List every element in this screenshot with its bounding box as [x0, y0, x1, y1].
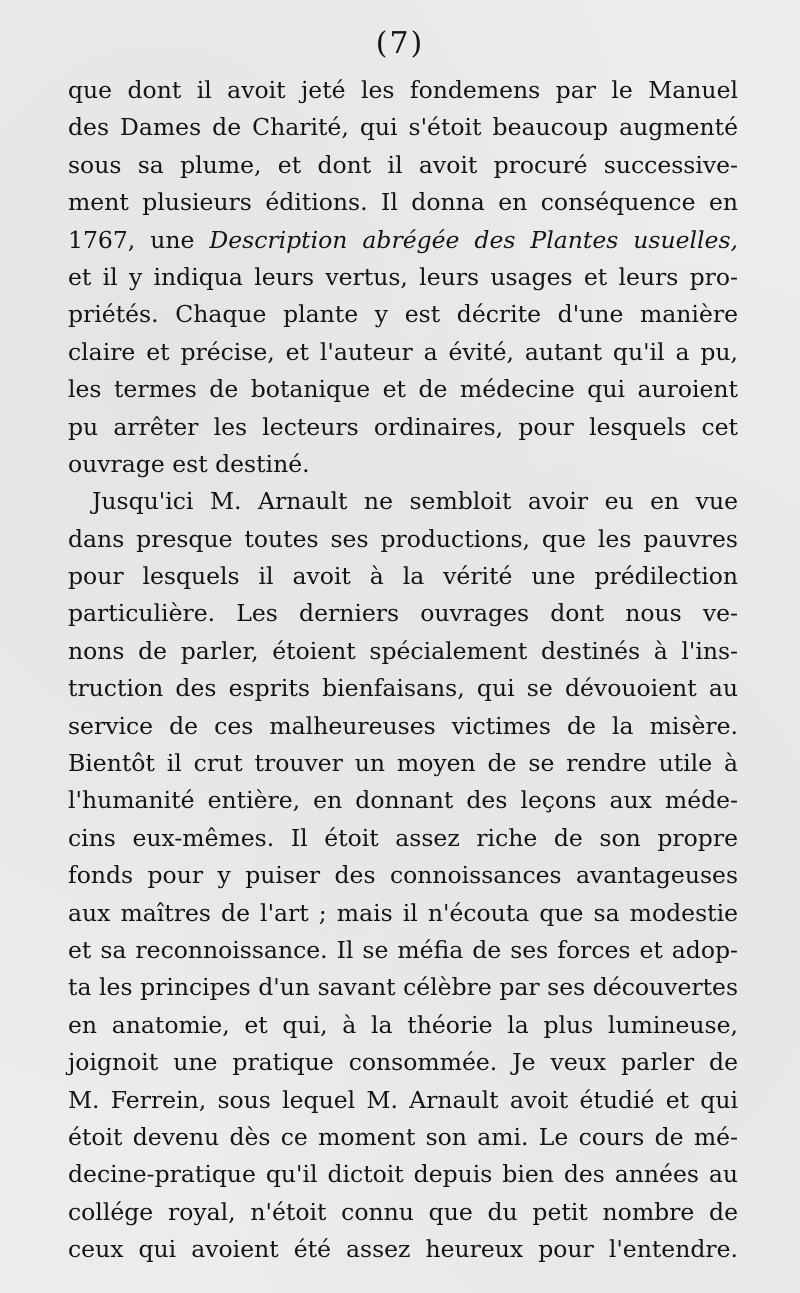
text-line: et sa reconnoissance. Il se méfia de ses forces et adop- [68, 935, 738, 964]
text-line: les termes de botanique et de médecine qui auroient [68, 375, 738, 404]
text-line: Jusqu'ici M. Arnault ne sembloit avoir eu en vue [92, 487, 738, 516]
text-line: et il y indiqua leurs vertus, leurs usages et leurs pro- [68, 262, 738, 291]
italic-title: Description abrégée des Plantes usuelles, [209, 225, 738, 254]
text-line: ceux qui avoient été assez heureux pour l'entendre. [68, 1235, 738, 1264]
text-line: service de ces malheureuses victimes de la misère. [68, 711, 738, 740]
text-line: fonds pour y puiser des connoissances avantageuses [68, 861, 738, 890]
text-line: aux maîtres de l'art ; mais il n'écouta que sa modestie [68, 898, 738, 927]
text-line: nons de parler, étoient spécialement destinés à l'ins- [68, 636, 738, 665]
text-line: étoit devenu dès ce moment son ami. Le cours de mé- [68, 1122, 738, 1151]
text-line: claire et précise, et l'auteur a évité, autant qu'il a pu, [68, 337, 738, 366]
text-line: dans presque toutes ses productions, que les pauvres [68, 524, 738, 553]
text-line: Bientôt il crut trouver un moyen de se rendre utile à [68, 749, 738, 778]
text-line: joignoit une pratique consommée. Je veux parler de [68, 1048, 738, 1077]
text-line [68, 222, 738, 259]
text-line: decine-pratique qu'il dictoit depuis bien des années au [68, 1160, 738, 1189]
text-line: des Dames de Charité, qui s'étoit beaucoup augmenté [68, 113, 738, 142]
text-line: ment plusieurs éditions. Il donna en conséquence en [68, 188, 738, 217]
text-line: M. Ferrein, sous lequel M. Arnault avoit étudié et qui [68, 1085, 738, 1114]
text-line: pu arrêter les lecteurs ordinaires, pour lesquels cet [68, 412, 738, 441]
text-line: cins eux-mêmes. Il étoit assez riche de son propre [68, 823, 738, 852]
body-text [68, 72, 738, 1269]
text-line: priétés. Chaque plante y est décrite d'une manière [68, 300, 738, 329]
text-line: ta les principes d'un savant célèbre par ses découvertes [68, 973, 738, 1002]
text-segment: 1767, une [68, 225, 210, 254]
page-number: (7) [375, 26, 425, 61]
text-line: collége royal, n'étoit connu que du petit nombre de [68, 1197, 738, 1226]
text-line: en anatomie, et qui, à la théorie la plus lumineuse, [68, 1010, 738, 1039]
text-line: particulière. Les derniers ouvrages dont nous ve- [68, 599, 738, 628]
text-line: ouvrage est destiné. [68, 449, 310, 478]
text-line: truction des esprits bienfaisans, qui se dévouoient au [68, 674, 738, 703]
text-line: sous sa plume, et dont il avoit procuré successive- [68, 150, 738, 179]
text-line: que dont il avoit jeté les fondemens par le Manuel [68, 76, 738, 104]
text-line: pour lesquels il avoit à la vérité une prédilection [68, 562, 738, 591]
text-line: l'humanité entière, en donnant des leçons aux méde- [68, 786, 738, 815]
